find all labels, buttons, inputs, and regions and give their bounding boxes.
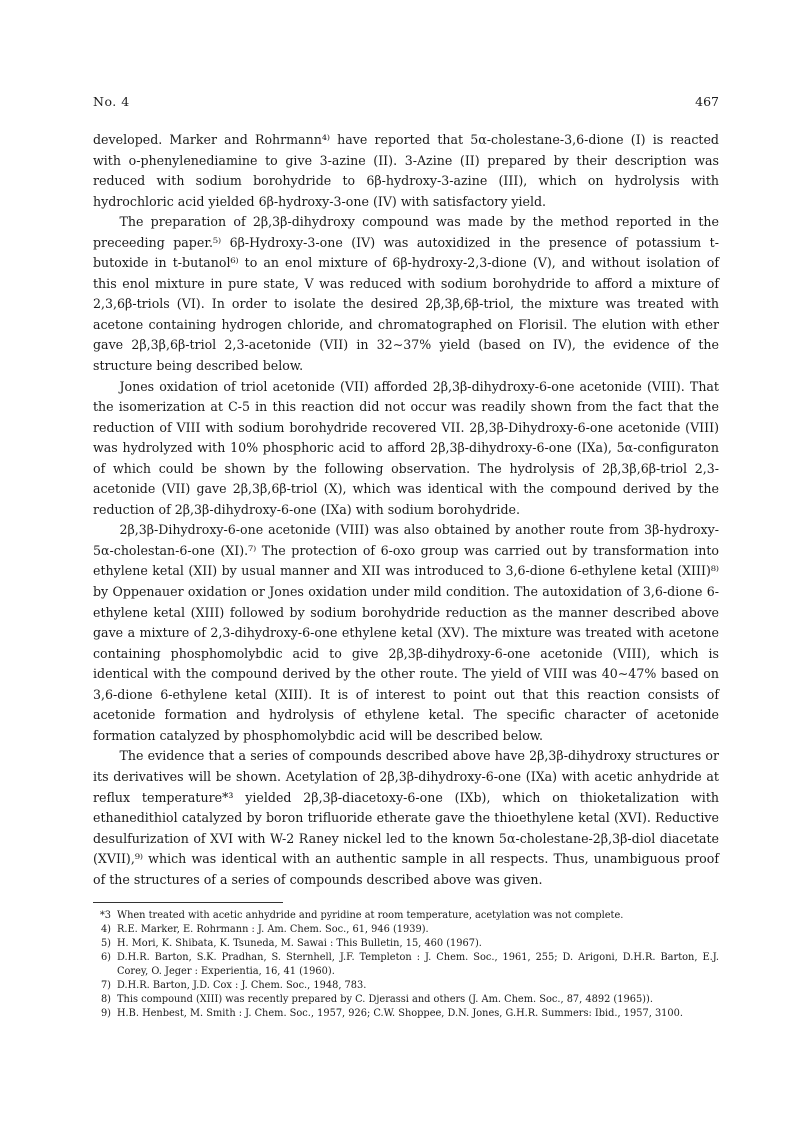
footnote-text: D.H.R. Barton, S.K. Pradhan, S. Sternhell, J.F. Templeton : J. Chem. Soc., 1961, 255; D. Arigoni, D.H.R. Barton, E.J. Corey, O. Jeger : Experientia, 16, 41 (1960). (117, 952, 719, 977)
paragraph-evidence: The evidence that a series of compounds described above have 2β,3β-dihydroxy structures or its derivatives will be shown. Acetylation of 2β,3β-dihydroxy-6-one (IXa) with acetic anhydride at reflux temperature*³ yielded 2β,3β-diacetoxy-6-one (IXb), which on thioketalization with ethanedithiol catalyzed by boron trifluoride etherate gave the thioethylene ketal (XVI). Reductive desulfurization of XVI with W-2 Raney nickel led to the known 5α-cholestane-2β,3β-diol diacetate (XVII),⁹⁾ which was identical with an authentic sample in all respects. Thus, unambiguous proof of the structures of a series of compounds described above was given. (93, 748, 719, 887)
footnote (93, 1007, 719, 1021)
footnote-text: This compound (XIII) was recently prepared by C. Djerassi and others (J. Am. Chem. Soc., 87, 4892 (1965)). (117, 994, 653, 1005)
footnote-divider (93, 902, 283, 903)
footnote-mark: 8) (100, 994, 111, 1005)
issue-number: No. 4 (93, 94, 130, 109)
footnote (93, 979, 719, 993)
footnote-mark: 6) (100, 952, 111, 963)
footnote-mark: *3 (99, 910, 111, 921)
footnote-text: H. Mori, K. Shibata, K. Tsuneda, M. Sawai : This Bulletin, 15, 460 (1967). (117, 938, 482, 949)
footnote (93, 909, 719, 923)
footnotes (93, 909, 719, 1021)
paragraph-preparation: The preparation of 2β,3β-dihydroxy compound was made by the method reported in the preceeding paper.⁵⁾ 6β-Hydroxy-3-one (IV) was autoxidized in the presence of potassium t-butoxide in t-butanol⁶⁾ to an enol mixture of 6β-hydroxy-2,3-dione (V), and without isolation of this enol mixture in pure state, V was reduced with sodium borohydride to afford a mixture of 2,3,6β-triols (VI). In order to isolate the desired 2β,3β,6β-triol, the mixture was treated with acetone containing hydrogen chloride, and chromatographed on Florisil. The elution with ether gave 2β,3β,6β-triol 2,3-acetonide (VII) in 32∼37% yield (based on IV), the evidence of the structure being described below. (93, 214, 719, 374)
footnote-mark: 5) (100, 938, 111, 949)
footnote (93, 993, 719, 1007)
footnote-text: R.E. Marker, E. Rohrmann : J. Am. Chem. Soc., 61, 946 (1939). (117, 924, 429, 935)
footnote-mark: 4) (100, 924, 111, 935)
footnote-text: H.B. Henbest, M. Smith : J. Chem. Soc., 1957, 926; C.W. Shoppee, D.N. Jones, G.H.R. Summers: Ibid., 1957, 3100. (117, 1008, 683, 1019)
paragraph-jones-oxidation: Jones oxidation of triol acetonide (VII) afforded 2β,3β-dihydroxy-6-one acetonide (VIII). That the isomerization at C-5 in this reaction did not occur was readily shown from the fact that the reduction of VIII with sodium borohydride recovered VII. 2β,3β-Dihydroxy-6-one acetonide (VIII) was hydrolyzed with 10% phosphoric acid to afford 2β,3β-dihydroxy-6-one (IXa), 5α-configuraton of which could be shown by the following observation. The hydrolysis of 2β,3β,6β-triol 2,3-acetonide (VII) gave 2β,3β,6β-triol (X), which was identical with the compound derived by the reduction of 2β,3β-dihydroxy-6-one (IXa) with sodium borohydride. (93, 378, 719, 517)
page-header (93, 94, 719, 114)
footnote-text: D.H.R. Barton, J.D. Cox : J. Chem. Soc., 1948, 783. (117, 980, 367, 991)
footnote-text: When treated with acetic anhydride and pyridine at room temperature, acetylation was not complete. (117, 910, 624, 921)
paragraph-continued: developed. Marker and Rohrmann⁴⁾ have reported that 5α-cholestane-3,6-dione (I) is reacted with o-phenylenediamine to give 3-azine (II). 3-Azine (II) prepared by their description was reduced with sodium borohydride to 6β-hydroxy-3-azine (III), which on hydrolysis with hydrochloric acid yielded 6β-hydroxy-3-one (IV) with satisfactory yield. (93, 132, 719, 209)
footnote (93, 951, 719, 979)
footnote (93, 937, 719, 951)
footnote-mark: 7) (100, 980, 111, 991)
paragraph-alternate-route: 2β,3β-Dihydroxy-6-one acetonide (VIII) was also obtained by another route from 3β-hydroxy-5α-cholestan-6-one (XI).⁷⁾ The protection of 6-oxo group was carried out by transformation into ethylene ketal (XII) by usual manner and XII was introduced to 3,6-dione 6-ethylene ketal (XIII)⁸⁾ by Oppenauer oxidation or Jones oxidation under mild condition. The autoxidation of 3,6-dione 6-ethylene ketal (XIII) followed by sodium borohydride reduction as the manner described above gave a mixture of 2,3-dihydroxy-6-one ethylene ketal (XV). The mixture was treated with acetone containing phosphomolybdic acid to give 2β,3β-dihydroxy-6-one acetonide (VIII), which is identical with the compound derived by the other route. The yield of VIII was 40∼47% based on 3,6-dione 6-ethylene ketal (XIII). It is of interest to point out that this reaction consists of acetonide formation and hydrolysis of ethylene ketal. The specific character of acetonide formation catalyzed by phosphomolybdic acid will be described below. (93, 522, 719, 743)
page-number: 467 (695, 94, 719, 109)
footnote (93, 923, 719, 937)
article-body (93, 130, 719, 890)
footnote-mark: 9) (100, 1008, 111, 1019)
